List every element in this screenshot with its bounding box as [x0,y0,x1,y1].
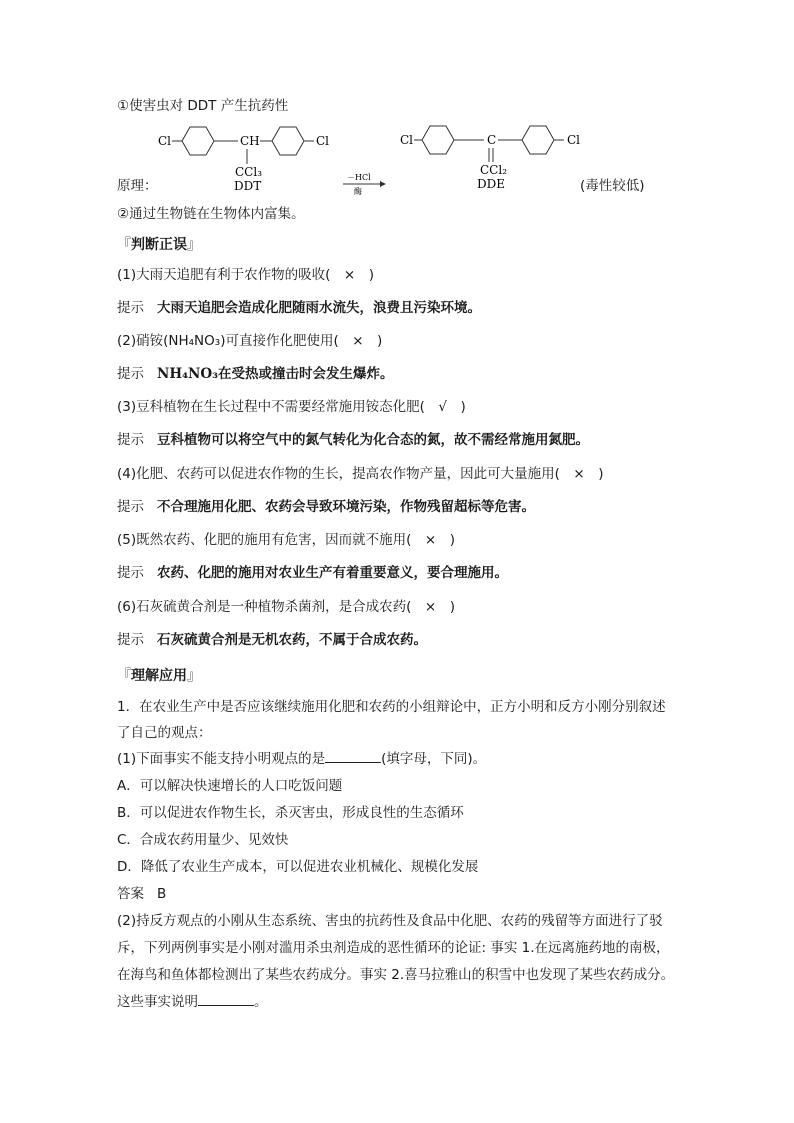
dde-benzene-ring-right [522,126,554,154]
intro-item-1: ①使害虫对 DDT 产生抗药性 [117,98,289,114]
dde-ccl2: CCl₂ [480,163,508,177]
judge-question: (6)石灰硫黄合剂是一种植物杀菌剂，是合成农药( × ) [117,599,455,615]
judge-tip: 提示 豆科植物可以将空气中的氮气转化为化合态的氮，故不需经常施用氮肥。 [117,432,589,448]
sub-question-2-line-1: (2)持反方观点的小刚从生态系统、害虫的抗药性及食品中化肥、农药的残留等方面进行了驳 [117,913,663,929]
judge-question: (2)硝铵(NH₄NO₃)可直接作化肥使用( × ) [117,333,383,349]
judge-question: (3)豆科植物在生长过程中不需要经常施用铵态化肥( √ ) [117,399,466,415]
answer-blank [325,750,381,763]
toxicity-note: (毒性较低) [580,178,645,194]
ddt-benzene-ring-left [182,127,214,155]
answer-line: 答案 B [117,886,167,902]
dde-c: C [487,133,497,147]
question-1-line-2: 了自己的观点： [117,725,212,741]
answer-blank [198,993,254,1006]
option-b: B．可以促进农作物生长，杀灭害虫，形成良性的生态循环 [117,805,464,821]
judge-tip: 提示 农药、化肥的施用对农业生产有着重要意义，要合理施用。 [117,565,508,581]
judge-question: (4)化肥、农药可以促进农作物的生长，提高农作物产量，因此可大量施用( × ) [117,466,604,482]
sub-question-2-line-4: 这些事实说明 。 [117,994,268,1010]
dde-cl-left: Cl [400,133,414,147]
option-a: A．可以解决快速增长的人口吃饭问题 [117,778,343,794]
judge-question: (1)大雨天追肥有利于农作物的吸收( × ) [117,267,374,283]
ddt-label: DDT [234,179,262,193]
judge-tip: 提示 大雨天追肥会造成化肥随雨水流失，浪费且污染环境。 [117,300,481,316]
arrow-condition-top: －HCl [347,173,371,182]
section-title-apply: 『理解应用』 [117,668,201,684]
ddt-ccl3: CCl₃ [235,165,263,179]
judge-tip: 提示 不合理施用化肥、农药会导致环境污染，作物残留超标等危害。 [117,499,535,515]
sub-question-2-line-3: 在海鸟和鱼体都检测出了某些农药成分。事实 2.喜马拉雅山的积雪中也发现了某些农药成分。 [117,967,675,983]
dde-cl-right: Cl [567,133,581,147]
intro-item-2: ②通过生物链在生物体内富集。 [117,206,305,222]
judge-question: (5)既然农药、化肥的施用有危害，因而就不施用( × ) [117,532,455,548]
option-c: C．合成农药用量少、见效快 [117,832,289,848]
principle-label: 原理： [117,178,158,194]
dde-benzene-ring-left [422,126,454,154]
ddt-ch: CH [240,134,260,148]
question-1-line-1: 1．在农业生产中是否应该继续施用化肥和农药的小组辩论中，正方小明和反方小刚分别叙述 [117,699,666,715]
judge-tip: 提示 石灰硫黄合剂是无机农药，不属于合成农药。 [117,632,427,648]
ddt-cl-right: Cl [316,134,330,148]
option-d: D．降低了农业生产成本，可以促进农业机械化、规模化发展 [117,859,479,875]
arrow-condition-bottom: 酶 [354,187,362,196]
ddt-benzene-ring-right [272,127,304,155]
sub-question-2-line-2: 斥，下列两例事实是小刚对滥用杀虫剂造成的恶性循环的论证: 事实 1.在远离施药地的南极， [117,940,670,956]
section-title-judge: 『判断正误』 [117,237,201,253]
judge-tip: 提示 NH₄NO₃在受热或撞击时会发生爆炸。 [117,366,394,382]
sub-question-1: (1)下面事实不能支持小明观点的是 (填字母，下同)。 [117,751,487,767]
dde-label: DDE [477,177,506,191]
ddt-cl-left: Cl [158,134,172,148]
